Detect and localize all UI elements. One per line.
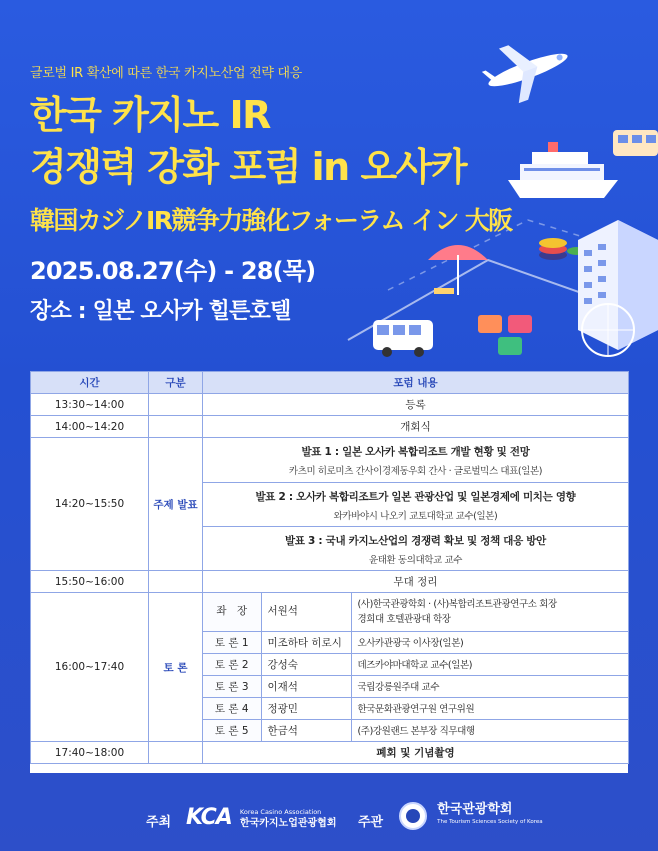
header-time: 시간	[31, 372, 149, 394]
panel-role: 토 론 5	[203, 719, 261, 741]
time-cell: 14:00~14:20	[31, 416, 149, 438]
time-cell: 17:40~18:00	[31, 742, 149, 764]
time-cell: 14:20~15:50	[31, 438, 149, 571]
subtitle-japanese: 韓国カジノIR競争力強化フォーラム イン 大阪	[30, 206, 512, 235]
presentations-cell	[203, 438, 629, 571]
cruise-ship-icon	[508, 142, 618, 198]
table-row	[31, 571, 629, 593]
category-cell	[149, 416, 203, 438]
content-cell: 무대 정리	[203, 571, 629, 593]
presentation-item	[203, 438, 628, 482]
title-line-1: 한국 카지노 IR	[30, 93, 270, 137]
panel-affiliation: 오사카관광국 이사장(일본)	[351, 631, 628, 653]
category-cell	[149, 571, 203, 593]
kca-logo	[186, 805, 337, 830]
panel-role: 토 론 1	[203, 631, 261, 653]
panel-cell	[203, 593, 629, 742]
presentation-title: 발표 1 : 일본 오사카 복합리조트 개발 현황 및 전망	[301, 446, 530, 458]
host-label: 주최	[146, 815, 172, 830]
panel-row	[203, 593, 628, 631]
table-row	[31, 742, 629, 764]
organizer-name-kr: 한국관광학회	[437, 802, 513, 817]
panel-row	[203, 697, 628, 719]
sponsors-footer	[0, 795, 658, 841]
content-cell: 개회식	[203, 416, 629, 438]
panel-role: 토 론 4	[203, 697, 261, 719]
panel-row	[203, 653, 628, 675]
presentation-speaker: 윤태환 동의대학교 교수	[368, 555, 462, 566]
panel-affiliation: (주)강원랜드 본부장 직무대행	[357, 726, 475, 738]
panel-affiliation: 데즈카야마대학교 교수(일본)	[351, 653, 628, 675]
table-row	[31, 416, 629, 438]
panel-name: 이재석	[261, 675, 351, 697]
category-cell	[149, 394, 203, 416]
table-row	[31, 593, 629, 742]
presentation-speaker: 와카바야시 나오키 교토대학교 교수(일본)	[333, 511, 498, 522]
header-category: 구분	[149, 372, 203, 394]
panel-row	[203, 631, 628, 653]
presentation-speaker: 카츠미 히로미츠 간사이경제동우회 간사 · 글로벌믹스 대표(일본)	[288, 466, 543, 477]
panel-role: 토 론 2	[203, 653, 261, 675]
category-cell: 토 론	[149, 593, 203, 742]
panel-name: 한금석	[261, 719, 351, 741]
ferris-wheel-icon	[582, 304, 634, 356]
panel-name: 강성숙	[261, 653, 351, 675]
train-icon	[613, 130, 658, 156]
beach-umbrella-icon	[428, 245, 488, 295]
panel-affiliation: 한국문화관광연구원 연구위원	[351, 697, 628, 719]
app-tiles-icon	[478, 315, 532, 355]
panel-name: 서원석	[261, 593, 351, 631]
panel-row	[203, 719, 628, 741]
bus-icon	[373, 320, 433, 357]
schedule-table	[30, 371, 628, 773]
panel-role: 좌 장	[203, 593, 261, 631]
time-cell: 16:00~17:40	[31, 593, 149, 742]
panel-name: 미조하타 히로시	[261, 631, 351, 653]
airplane-icon	[476, 40, 577, 111]
title-line-2: 경쟁력 강화 포럼 in 오사카	[30, 145, 467, 189]
content-cell: 등록	[203, 394, 629, 416]
host-name-en: Korea Casino Association	[239, 807, 322, 816]
presentation-item	[203, 482, 628, 526]
panel-affiliation-line: (사)한국관광학회 · (사)복합리조트관광연구소 회장	[357, 598, 557, 610]
time-cell: 13:30~14:00	[31, 394, 149, 416]
organizer-name-en: The Tourism Sciences Society of Korea	[437, 819, 543, 825]
event-date: 2025.08.27(수) - 28(목)	[30, 257, 316, 285]
panel-row	[203, 675, 628, 697]
panel-affiliation: 국립강릉원주대 교수	[351, 675, 628, 697]
panel-affiliation	[351, 593, 628, 631]
table-row	[31, 438, 629, 571]
header-content: 포럼 내용	[203, 372, 629, 394]
content-cell: 폐회 및 기념촬영	[203, 742, 629, 764]
table-row	[31, 394, 629, 416]
presentation-item	[203, 526, 628, 570]
presentation-title: 발표 2 : 오사카 복합리조트가 일본 관광산업 및 일본경제에 미치는 영향	[255, 491, 576, 503]
category-cell	[149, 742, 203, 764]
panel-name: 정광민	[261, 697, 351, 719]
category-cell: 주제 발표	[149, 438, 203, 571]
panel-role: 토 론 3	[203, 675, 261, 697]
host-name-kr: 한국카지노업관광협회	[239, 817, 337, 829]
kta-logo	[398, 801, 543, 831]
event-venue: 장소 : 일본 오사카 힐튼호텔	[30, 299, 291, 324]
organizer-label: 주관	[358, 815, 384, 830]
kca-logo-mark: KCA	[186, 805, 232, 830]
panel-table	[203, 593, 628, 741]
kta-seal-icon	[398, 801, 428, 831]
pretitle: 글로벌 IR 확산에 따른 한국 카지노산업 전략 대응	[30, 66, 302, 81]
presentation-title: 발표 3 : 국내 카지노산업의 경쟁력 확보 및 정책 대응 방안	[284, 535, 546, 547]
poster-header	[30, 62, 512, 325]
panel-affiliation-line: 경희대 호텔관광대 학장	[357, 613, 451, 625]
time-cell: 15:50~16:00	[31, 571, 149, 593]
